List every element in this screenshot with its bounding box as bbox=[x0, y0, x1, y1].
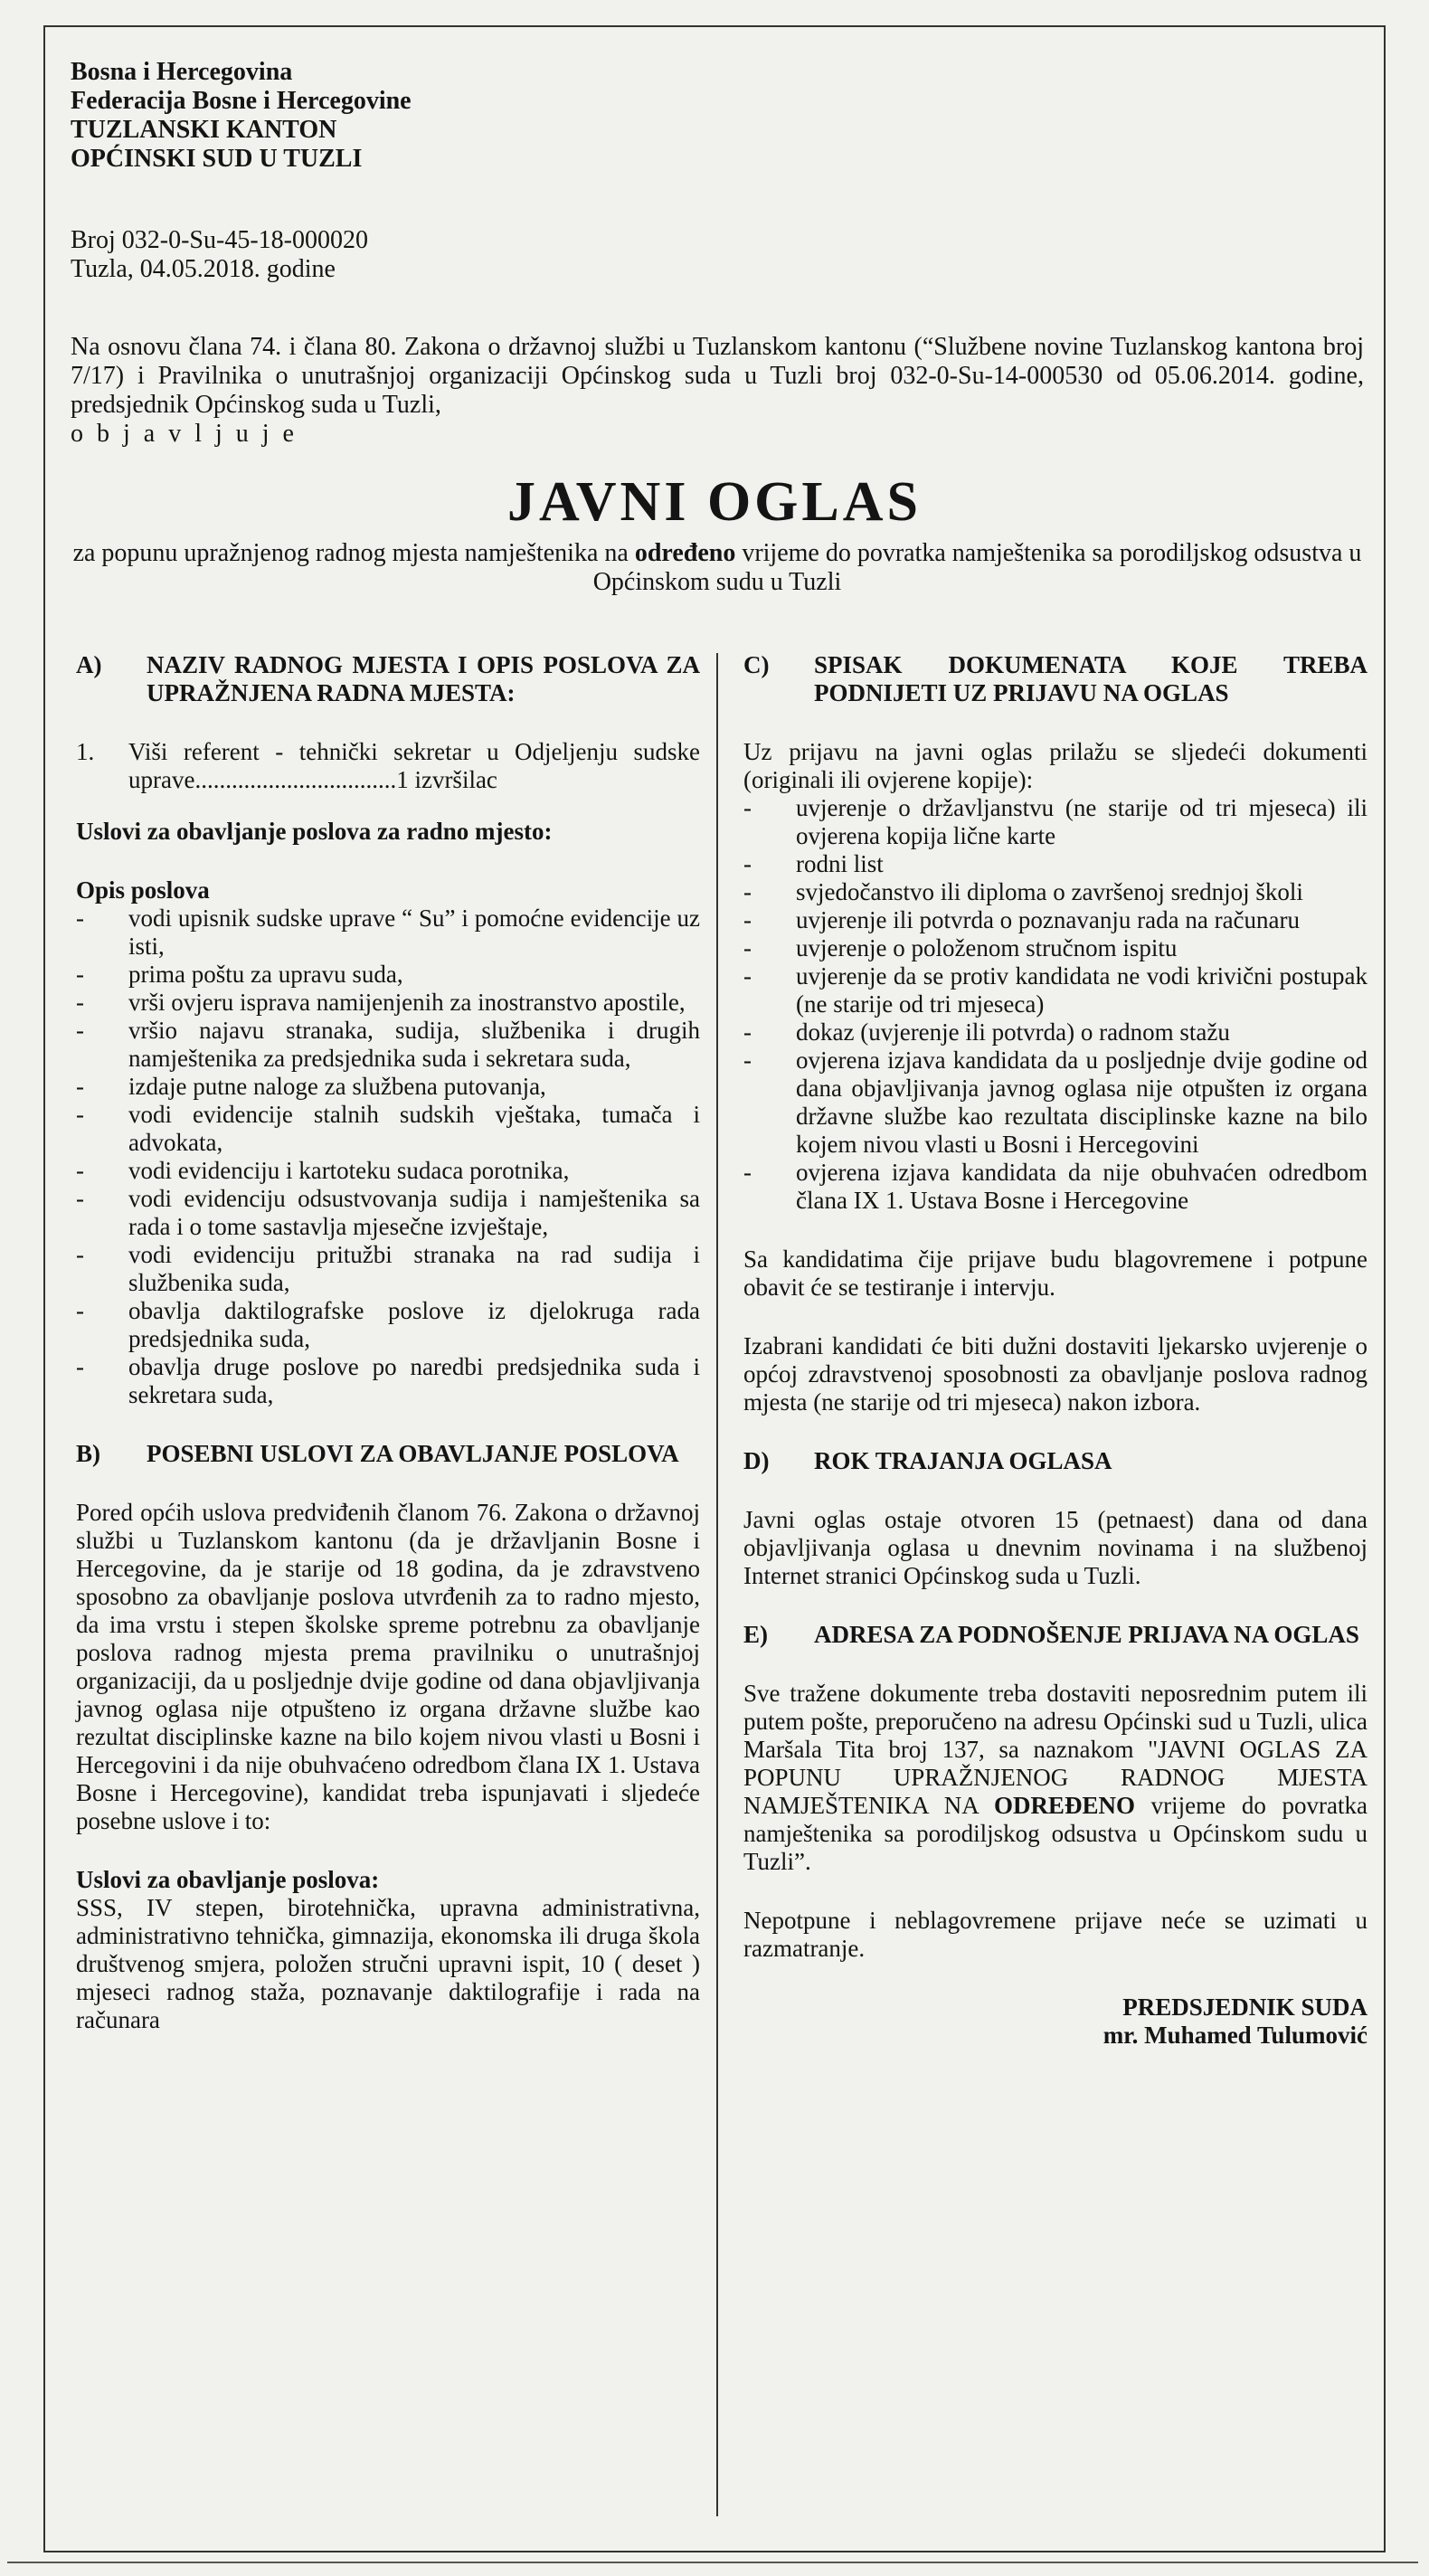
signature-block bbox=[743, 1994, 1367, 2050]
issuer-header bbox=[71, 58, 412, 174]
submission-text: Sve tražene dokumente treba dostaviti neposrednim putem ili putem pošte, preporučeno na adresu Općinski sud u Tuzli, ulica Maršala Tita broj 137, sa naznakom "JAVNI OGLAS ZA POPUNU UPRAŽNJENOG RADNOG MJESTA NAMJEŠTENIKA NA ODREĐENO vrijeme do povratka namještenika sa porodiljskog odsustva u Općinskom sudu u Tuzli”. bbox=[743, 1680, 1367, 1875]
section-b-title: POSEBNI USLOVI ZA OBAVLJANJE POSLOVA bbox=[147, 1440, 679, 1467]
section-c-letter: C) bbox=[743, 651, 770, 678]
job-conditions-heading: Uslovi za obavljanje poslova: bbox=[76, 1866, 380, 1893]
header-line-canton: TUZLANSKI KANTON bbox=[71, 116, 337, 144]
section-a-letter: A) bbox=[76, 651, 102, 678]
bottom-rule bbox=[7, 2562, 1418, 2563]
list-item: - vodi evidencije stalnih sudskih vještaka, tumača i advokata, bbox=[76, 1101, 700, 1156]
documents-intro: Uz prijavu na javni oglas prilažu se sljedeći dokumenti (originali ili ovjerene kopije): bbox=[743, 738, 1367, 793]
section-b-letter: B) bbox=[76, 1440, 100, 1467]
list-item: - uvjerenje ili potvrda o poznavanju rada na računaru bbox=[743, 906, 1301, 933]
left-column bbox=[76, 651, 700, 2034]
position-title: Viši referent - tehnički sekretar u Odjeljenju sudske uprave.................................1 izvršilac bbox=[128, 738, 700, 793]
section-a-heading bbox=[76, 651, 700, 707]
section-c-heading bbox=[743, 651, 1367, 707]
list-item: - vrši ovjeru isprava namijenjenih za inostranstvo apostile, bbox=[76, 989, 686, 1016]
documents-list bbox=[743, 794, 1367, 1215]
duties-list bbox=[76, 904, 700, 1409]
section-b-heading bbox=[76, 1440, 700, 1468]
section-e-heading bbox=[743, 1621, 1367, 1649]
list-item: - vodi evidenciju odsustvovanja sudija i namještenika sa rada i o tome sastavlja mjesečne izvještaje, bbox=[76, 1185, 700, 1240]
list-item: - ovjerena izjava kandidata da u posljednje dvije godine od dana objavljivanja javnog oglasa nije otpušten iz organa državne službe kao rezultata disciplinske kazne na bilo kojem nivou vlasti u Bosni i Hercegovini bbox=[743, 1046, 1367, 1158]
section-e-title: ADRESA ZA PODNOŠENJE PRIJAVA NA OGLAS bbox=[814, 1621, 1359, 1648]
section-c-title: SPISAK DOKUMENATA KOJE TREBA PODNIJETI UZ PRIJAVU NA OGLAS bbox=[814, 651, 1367, 706]
header-line-country: Bosna i Hercegovina bbox=[71, 58, 293, 86]
list-item: - vršio najavu stranaka, sudija, službenika i drugih namještenika za predsjednika suda i sekretara suda, bbox=[76, 1017, 700, 1072]
list-item: - obavlja daktilografske poslove iz djelokruga rada predsjednika suda, bbox=[76, 1297, 700, 1352]
list-item: - svjedočanstvo ili diploma o završenoj srednjoj školi bbox=[743, 878, 1303, 905]
list-item: - uvjerenje o državljanstvu (ne starije od tri mjeseca) ili ovjerena kopija lične karte bbox=[743, 794, 1367, 849]
duration-text: Javni oglas ostaje otvoren 15 (petnaest) dana od dana objavljivanja oglasa u dnevnim novinama i na službenoj Internet stranici Općinskog suda u Tuzli. bbox=[743, 1506, 1367, 1589]
signature-title: PREDSJEDNIK SUDA bbox=[1122, 1994, 1367, 2021]
list-item: - ovjerena izjava kandidata da nije obuhvaćen odredbom člana IX 1. Ustava Bosne i Hercegovine bbox=[743, 1159, 1367, 1214]
header-line-court: OPĆINSKI SUD U TUZLI bbox=[71, 145, 363, 173]
subtitle-part-1: za popunu upražnjenog radnog mjesta namještenika na bbox=[72, 539, 635, 567]
list-item: - uvjerenje o položenom stručnom ispitu bbox=[743, 934, 1178, 961]
medical-text: Izabrani kandidati će biti dužni dostaviti ljekarsko uvjerenje o općoj zdravstvenoj sposobnosti za obavljanje poslova radnog mjesta (ne starije od tri mjeseca) nakon izbora. bbox=[743, 1332, 1367, 1416]
list-item: - vodi evidenciju i kartoteku sudaca porotnika, bbox=[76, 1157, 570, 1184]
testing-text: Sa kandidatima čije prijave budu blagovremene i potpune obavit će se testiranje i intervju. bbox=[743, 1245, 1367, 1301]
job-conditions-text: SSS, IV stepen, birotehnička, upravna administrativna, administrativno tehnička, gimnazija, ekonomska ili druga škola društvenog smjera, položen stručni upravni ispit, 10 ( deset ) mjeseci radnog staža, poznavanje daktilografije i rada na računara bbox=[76, 1894, 700, 2033]
place-date: Tuzla, 04.05.2018. godine bbox=[71, 255, 336, 283]
subtitle-emphasis: određeno bbox=[634, 539, 736, 567]
general-conditions-text: Pored općih uslova predviđenih članom 76. Zakona o državnoj službi u Tuzlanskom kantonu (da je državljanin Bosne i Hercegovine, da je starije od 18 godina, da je zdravstveno sposobno za obavljanje poslova utvrđenih za to radno mjesto, da ima vrstu i stepen školske spreme potrebnu za obavljanje poslova radnog mjesta prema pravilniku o unutrašnjoj organizaciji, da u posljednje dvije godine od dana objavljivanja javnog oglasa nije otpušteno iz organa državne službe kao rezultat disciplinske kazne na bilo kojem nivou vlasti u Bosni i Hercegovini i da nije obuhvaćeno odredbom člana IX 1. Ustava Bosne i Hercegovine), kandidat treba ispunjavati i sljedeće posebne uslove i to: bbox=[76, 1499, 700, 1834]
header-line-federation: Federacija Bosne i Hercegovine bbox=[71, 87, 412, 115]
incomplete-note: Nepotpune i neblagovremene prijave neće se uzimati u razmatranje. bbox=[743, 1907, 1367, 1962]
conditions-heading: Uslovi za obavljanje poslova za radno mjesto: bbox=[76, 818, 553, 845]
section-e-letter: E) bbox=[743, 1621, 768, 1648]
notice-subtitle bbox=[71, 539, 1364, 597]
list-item: - izdaje putne naloge za službena putovanja, bbox=[76, 1073, 546, 1100]
list-item: - uvjerenje da se protiv kandidata ne vodi krivični postupak (ne starije od tri mjeseca) bbox=[743, 962, 1367, 1018]
list-item: - vodi evidenciju pritužbi stranaka na rad sudija i službenika suda, bbox=[76, 1241, 700, 1296]
section-d-title: ROK TRAJANJA OGLASA bbox=[814, 1447, 1112, 1474]
right-column bbox=[743, 651, 1367, 2050]
legal-basis bbox=[71, 333, 1364, 449]
position-number: 1. bbox=[76, 738, 95, 765]
notice-title: JAVNI OGLAS bbox=[506, 471, 923, 533]
position-item bbox=[76, 738, 700, 794]
list-item: - vodi upisnik sudske uprave “ Su” i pomoćne evidencije uz isti, bbox=[76, 904, 700, 960]
section-a-title: NAZIV RADNOG MJESTA I OPIS POSLOVA ZA UPRAŽNJENA RADNA MJESTA: bbox=[147, 651, 700, 706]
announce-verb: o b j a v l j u j e bbox=[71, 420, 298, 448]
list-item: - dokaz (uvjerenje ili potvrda) o radnom stažu bbox=[743, 1018, 1230, 1046]
column-divider bbox=[716, 653, 718, 2516]
duties-heading: Opis poslova bbox=[76, 876, 210, 904]
section-d-letter: D) bbox=[743, 1447, 770, 1474]
document-number: Broj 032-0-Su-45-18-000020 bbox=[71, 226, 368, 254]
list-item: - obavlja druge poslove po naredbi predsjednika suda i sekretara suda, bbox=[76, 1353, 700, 1408]
list-item: - prima poštu za upravu suda, bbox=[76, 961, 403, 988]
subtitle-part-2: vrijeme do povratka namještenika sa porodiljskog odsustva u Općinskom sudu u Tuzli bbox=[592, 539, 1362, 596]
section-d-heading bbox=[743, 1447, 1367, 1475]
document-meta bbox=[71, 226, 368, 284]
legal-basis-text: Na osnovu člana 74. i člana 80. Zakona o državnoj službi u Tuzlanskom kantonu (“Službene novine Tuzlanskog kantona broj 7/17) i Pravilnika o unutrašnjoj organizaciji Općinskog suda u Tuzli broj 032-0-Su-14-000530 od 05.06.2014. godine, predsjednik Općinskog suda u Tuzli, bbox=[71, 333, 1364, 419]
list-item: - rodni list bbox=[743, 850, 884, 877]
signature-name: mr. Muhamed Tulumović bbox=[1103, 2022, 1367, 2049]
